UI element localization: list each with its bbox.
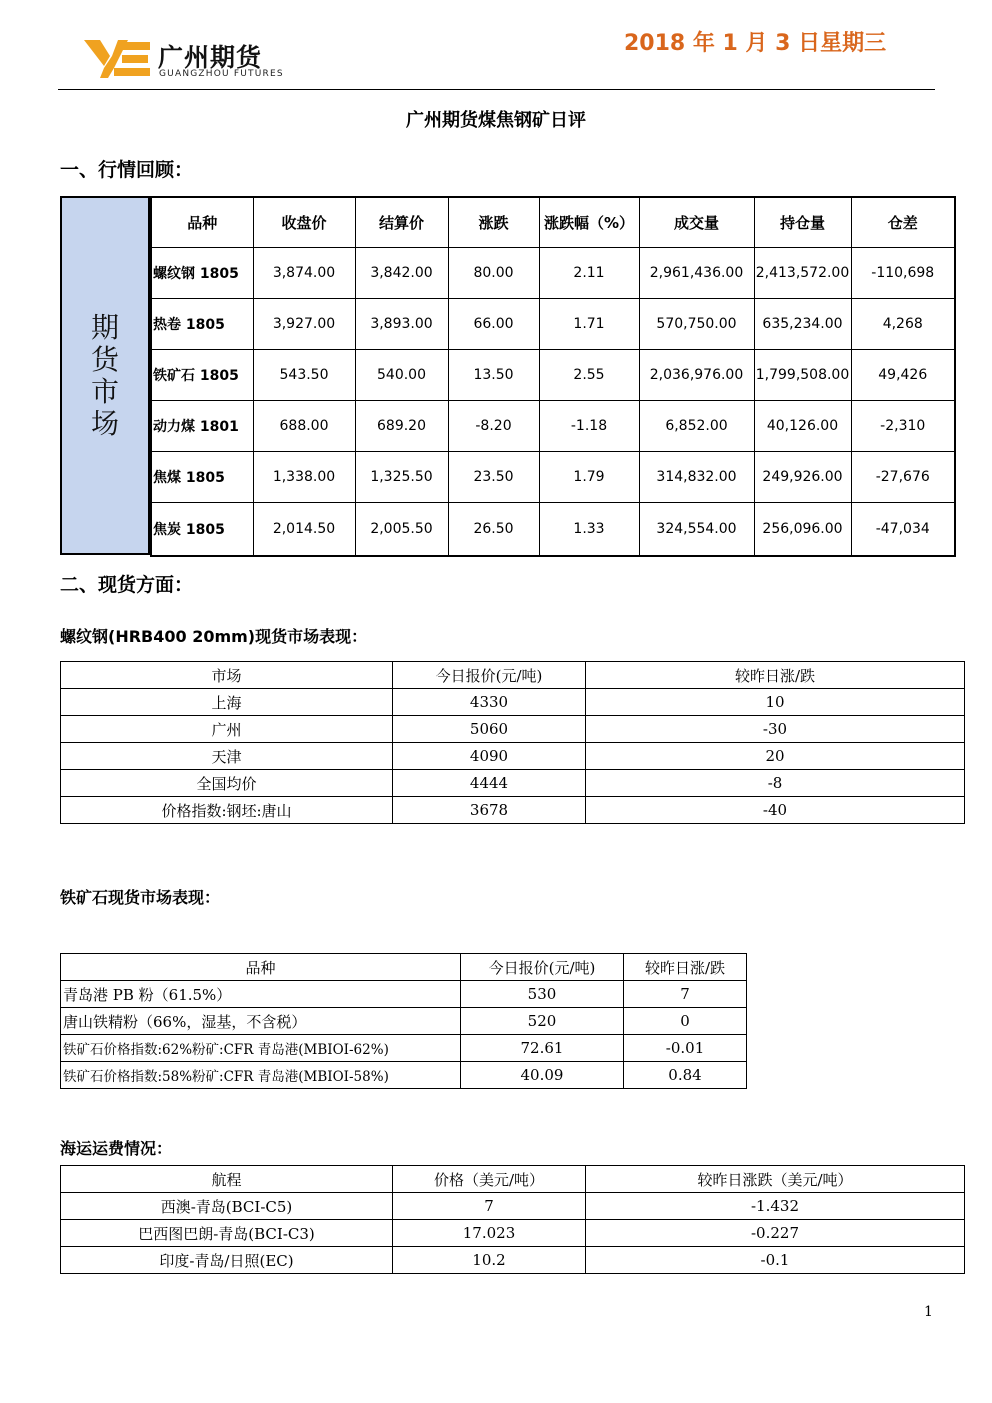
table-header-row: [61, 954, 747, 981]
report-date: 2018 年 1 月 3 日星期三: [624, 31, 887, 56]
table-cell: 2,014.50: [253, 502, 355, 556]
table-cell: 1,338.00: [253, 451, 355, 502]
column-header: 品种: [61, 954, 461, 981]
logo-text: 广州期货: [158, 43, 263, 72]
table-cell: 天津: [61, 743, 393, 770]
table-cell: 2.11: [539, 247, 639, 298]
page-number: 1: [924, 1304, 933, 1320]
table-row: [151, 298, 955, 349]
column-header: 涨跌幅（%）: [539, 197, 639, 247]
table-cell: 0: [624, 1008, 747, 1035]
table-header-row: [61, 1166, 965, 1193]
table-cell: 2,036,976.00: [639, 349, 754, 400]
table-cell: 26.50: [448, 502, 539, 556]
column-header: 成交量: [639, 197, 754, 247]
table-cell: 0.84: [624, 1062, 747, 1089]
table-row: [61, 743, 965, 770]
table-cell: 唐山铁精粉（66%，湿基，不含税）: [61, 1008, 461, 1035]
table-cell: 1,799,508.00: [754, 349, 851, 400]
column-header: 持仓量: [754, 197, 851, 247]
table-cell: 66.00: [448, 298, 539, 349]
section-heading-market-review: 一、行情回顾：: [60, 159, 194, 181]
column-header: 今日报价(元/吨): [393, 662, 586, 689]
column-header: 较昨日涨/跌: [586, 662, 965, 689]
table-cell: 铁矿石 1805: [151, 349, 253, 400]
table-cell: 价格指数:钢坯:唐山: [61, 797, 393, 824]
table-cell: 4444: [393, 770, 586, 797]
table-cell: 焦煤 1805: [151, 451, 253, 502]
table-cell: -2,310: [851, 400, 955, 451]
table-cell: 3,874.00: [253, 247, 355, 298]
table-cell: 2,413,572.00: [754, 247, 851, 298]
table-cell: 10: [586, 689, 965, 716]
freight-title: 海运运费情况：: [60, 1139, 173, 1158]
table-row: [61, 770, 965, 797]
table-row: [61, 1035, 747, 1062]
column-header: 涨跌: [448, 197, 539, 247]
table-cell: 540.00: [355, 349, 448, 400]
table-cell: -1.18: [539, 400, 639, 451]
column-header: 价格（美元/吨）: [393, 1166, 586, 1193]
table-row: [61, 1062, 747, 1089]
table-cell: -0.01: [624, 1035, 747, 1062]
table-cell: 印度-青岛/日照(EC): [61, 1247, 393, 1274]
table-cell: 530: [461, 981, 624, 1008]
table-cell: 西澳-青岛(BCI-C5): [61, 1193, 393, 1220]
table-cell: 314,832.00: [639, 451, 754, 502]
table-cell: 青岛港 PB 粉（61.5%）: [61, 981, 461, 1008]
table-cell: 3,893.00: [355, 298, 448, 349]
column-header: 结算价: [355, 197, 448, 247]
table-row: [151, 400, 955, 451]
table-cell: 1,325.50: [355, 451, 448, 502]
column-header: 收盘价: [253, 197, 355, 247]
table-cell: -27,676: [851, 451, 955, 502]
table-cell: 49,426: [851, 349, 955, 400]
table-cell: 1.33: [539, 502, 639, 556]
column-header: 较昨日涨跌（美元/吨）: [586, 1166, 965, 1193]
table-cell: 23.50: [448, 451, 539, 502]
table-cell: -110,698: [851, 247, 955, 298]
table-row: [61, 981, 747, 1008]
table-row: [151, 502, 955, 556]
table-cell: 5060: [393, 716, 586, 743]
table-cell: 动力煤 1801: [151, 400, 253, 451]
table-header-row: [61, 662, 965, 689]
table-cell: -0.227: [586, 1220, 965, 1247]
table-cell: 7: [624, 981, 747, 1008]
table-cell: 6,852.00: [639, 400, 754, 451]
table-cell: 1.79: [539, 451, 639, 502]
table-row: [151, 349, 955, 400]
table-cell: 570,750.00: [639, 298, 754, 349]
table-cell: -8.20: [448, 400, 539, 451]
table-cell: 324,554.00: [639, 502, 754, 556]
iron-ore-spot-table: [60, 953, 747, 1089]
table-cell: 40.09: [461, 1062, 624, 1089]
table-cell: 4090: [393, 743, 586, 770]
futures-table: [150, 196, 956, 557]
column-header: 航程: [61, 1166, 393, 1193]
table-cell: 689.20: [355, 400, 448, 451]
column-header: 仓差: [851, 197, 955, 247]
column-header: 品种: [151, 197, 253, 247]
table-cell: 520: [461, 1008, 624, 1035]
table-cell: 1.71: [539, 298, 639, 349]
table-cell: 2,961,436.00: [639, 247, 754, 298]
table-cell: 3,927.00: [253, 298, 355, 349]
section-heading-spot: 二、现货方面：: [60, 574, 194, 596]
table-cell: 广州: [61, 716, 393, 743]
column-header: 今日报价(元/吨): [461, 954, 624, 981]
table-cell: 7: [393, 1193, 586, 1220]
table-cell: 4,268: [851, 298, 955, 349]
table-cell: 249,926.00: [754, 451, 851, 502]
table-row: [151, 451, 955, 502]
table-cell: 上海: [61, 689, 393, 716]
table-cell: 3678: [393, 797, 586, 824]
table-cell: 铁矿石价格指数:62%粉矿:CFR 青岛港(MBIOI-62%): [61, 1035, 461, 1062]
table-row: [61, 1193, 965, 1220]
futures-table-header: [151, 197, 955, 247]
table-cell: 10.2: [393, 1247, 586, 1274]
table-cell: 635,234.00: [754, 298, 851, 349]
table-cell: -1.432: [586, 1193, 965, 1220]
table-cell: 20: [586, 743, 965, 770]
table-row: [151, 247, 955, 298]
table-cell: 40,126.00: [754, 400, 851, 451]
table-cell: -0.1: [586, 1247, 965, 1274]
header-divider: [58, 89, 935, 90]
table-row: [61, 1220, 965, 1247]
rebar-spot-title: 螺纹钢(HRB400 20mm)现货市场表现：: [60, 627, 368, 646]
table-cell: -8: [586, 770, 965, 797]
table-cell: -40: [586, 797, 965, 824]
logo-mark-icon: [84, 38, 152, 80]
table-cell: 17.023: [393, 1220, 586, 1247]
futures-market-side-label: [60, 196, 150, 555]
table-row: [61, 1247, 965, 1274]
table-cell: -47,034: [851, 502, 955, 556]
freight-table: [60, 1165, 965, 1274]
table-cell: 688.00: [253, 400, 355, 451]
table-cell: -30: [586, 716, 965, 743]
table-row: [61, 689, 965, 716]
table-cell: 256,096.00: [754, 502, 851, 556]
table-cell: 焦炭 1805: [151, 502, 253, 556]
table-cell: 3,842.00: [355, 247, 448, 298]
document-title: 广州期货煤焦钢矿日评: [406, 110, 586, 131]
table-cell: 螺纹钢 1805: [151, 247, 253, 298]
table-cell: 巴西图巴朗-青岛(BCI-C3): [61, 1220, 393, 1247]
table-cell: 2,005.50: [355, 502, 448, 556]
table-cell: 4330: [393, 689, 586, 716]
table-row: [61, 797, 965, 824]
table-cell: 72.61: [461, 1035, 624, 1062]
table-cell: 全国均价: [61, 770, 393, 797]
rebar-spot-table: [60, 661, 965, 824]
table-row: [61, 716, 965, 743]
table-cell: 热卷 1805: [151, 298, 253, 349]
table-cell: 543.50: [253, 349, 355, 400]
table-cell: 80.00: [448, 247, 539, 298]
column-header: 市场: [61, 662, 393, 689]
column-header: 较昨日涨/跌: [624, 954, 747, 981]
side-label-text: 期货市场: [90, 310, 119, 440]
table-cell: 13.50: [448, 349, 539, 400]
table-row: [61, 1008, 747, 1035]
iron-ore-spot-title: 铁矿石现货市场表现：: [60, 888, 221, 907]
logo-subtext: GUANGZHOU FUTURES: [159, 69, 284, 79]
table-cell: 铁矿石价格指数:58%粉矿:CFR 青岛港(MBIOI-58%): [61, 1062, 461, 1089]
table-cell: 2.55: [539, 349, 639, 400]
